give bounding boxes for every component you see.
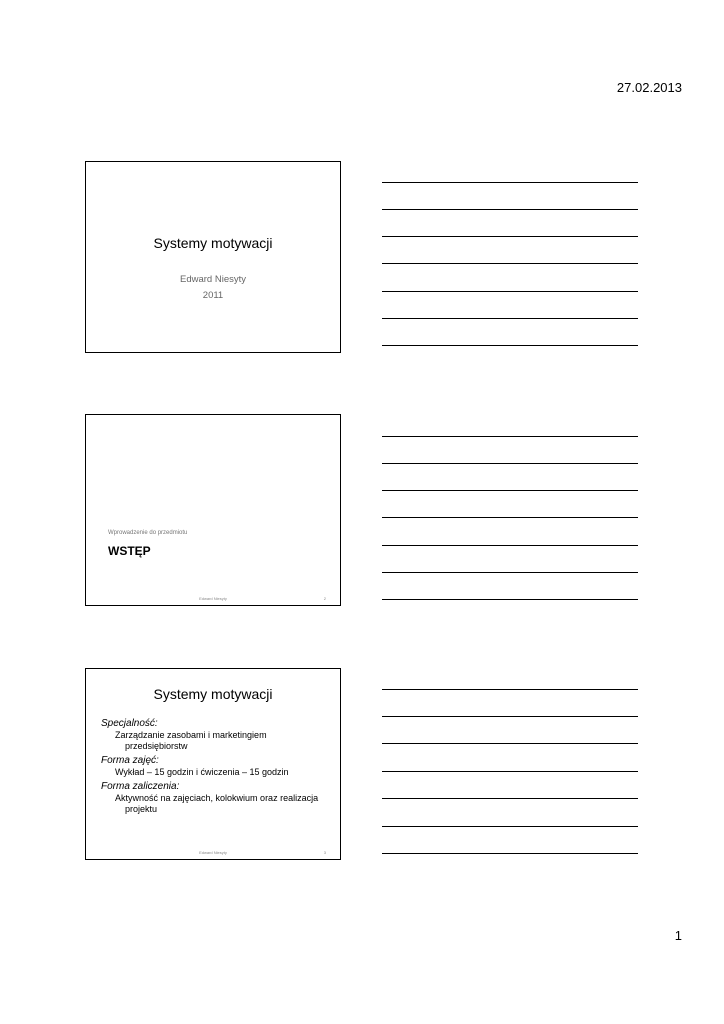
slide-1	[85, 161, 341, 353]
page-number: 1	[674, 928, 682, 943]
note-line	[382, 572, 638, 573]
section-heading: Forma zajęć:	[101, 755, 159, 766]
slide-2-title: WSTĘP	[108, 544, 151, 558]
note-line	[382, 599, 638, 600]
note-line	[382, 209, 638, 210]
note-line	[382, 517, 638, 518]
note-line	[382, 436, 638, 437]
note-line	[382, 318, 638, 319]
slide-1-year: 2011	[202, 290, 224, 301]
slide-3-body	[101, 716, 328, 818]
section-text: Zarządzanie zasobami i marketingiem przedsiębiorstw	[115, 730, 267, 751]
note-line	[382, 182, 638, 183]
section-text: Aktywność na zajęciach, kolokwium oraz realizacja projektu	[115, 793, 319, 814]
slide-3-footer-author: Edward Niesyty	[199, 850, 227, 855]
slide-2-subtitle: Wprowadzenie do przedmiotu	[108, 530, 188, 536]
slide-3-footer-number: 3	[323, 850, 326, 855]
section-heading: Forma zaliczenia:	[101, 781, 180, 792]
slide-2-footer-number: 2	[323, 596, 326, 601]
note-line	[382, 826, 638, 827]
note-line	[382, 798, 638, 799]
note-line	[382, 463, 638, 464]
note-line	[382, 236, 638, 237]
note-line	[382, 743, 638, 744]
note-line	[382, 716, 638, 717]
slide-3-title: Systemy motywacji	[153, 686, 273, 702]
note-line	[382, 771, 638, 772]
slide-2-footer-author: Edward Niesyty	[199, 596, 227, 601]
section-text: Wykład – 15 godzin i ćwiczenia – 15 godzin	[115, 767, 289, 777]
document-date: 27.02.2013	[616, 80, 682, 95]
note-line	[382, 291, 638, 292]
slide-3	[85, 668, 341, 860]
slide-2	[85, 414, 341, 606]
note-line	[382, 545, 638, 546]
slide-1-title: Systemy motywacji	[153, 235, 273, 251]
note-line	[382, 345, 638, 346]
note-line	[382, 689, 638, 690]
note-line	[382, 490, 638, 491]
note-line	[382, 263, 638, 264]
note-line	[382, 853, 638, 854]
section-heading: Specjalność:	[101, 718, 158, 729]
slide-1-author: Edward Niesyty	[180, 274, 246, 285]
